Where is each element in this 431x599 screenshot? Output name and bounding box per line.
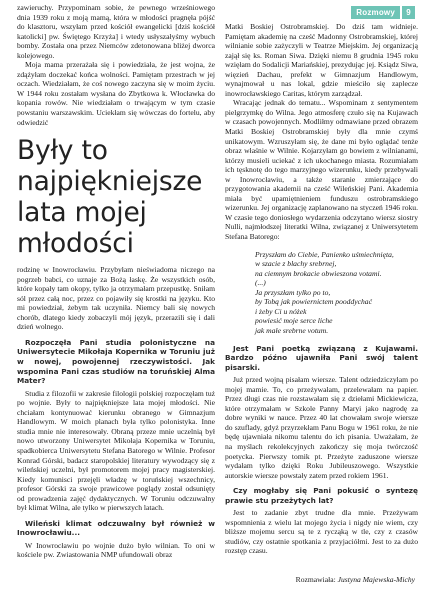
article-paragraph: Moja mama przerażała się i powiedziała, że jest wojna, że zdążyłam doczekać końca wolności. Pamiętam przestrach w jej oczach. Wiedziałam, że coś nowego zaczyna się w moim życiu. W 1944 roku zostałam wysłana do Zbytkowa k. Włocławka do kopania rowów. Nie wiedziałam o trwającym w tym czasie powstaniu warszawskim. Uciekłam się wówczas do fortelu, aby odwiedzić [17,60,215,127]
article-paragraph: rodzinę w Inowrocławiu. Przybyłam nieświadoma niczego na pogrzeb babci, co uznaje za Bożą łaskę. Że wszystkich osób, które kopały tam okopy, tylko ja otrzymałam przepustkę. Sniłam sól przez całą noc, przez co pojawiły się krostki na języku. Kto mi powiedział, żebym tak uczyniła. Niemcy bali się nowych chorób, dlatego kiedy zobaczyli mój język, przerazili się i dali dzień wolnego. [17,265,215,332]
poem-line: Przyszłam do Ciebie, Panienko uśmiechnięta, [255,249,394,259]
left-column [17,3,215,560]
page-header [351,6,415,19]
interview-question [17,519,215,538]
question-text: Czy mogłaby się Pani pokusić o syntezę prawie stu przeżytych lat? [225,486,418,505]
byline [296,575,415,584]
poem-quote [225,250,418,336]
poem-line: by Tobą jak powiernictem pooddychać [255,297,372,307]
byline-label: Rozmawiała: [295,575,336,584]
question-text: Wileński klimat odczuwalny był również w Inowrocławiu... [17,518,215,538]
article-paragraph: zawieruchy. Przypominam sobie, że pewnego wrześniowego dnia 1939 roku z moją mamą, która w młodości pragnęła pójść do klasztoru, wszyłam przed kościół ewangelicki [dziś kościół katolicki] pw. Świętego Krzyża] i wtedy usłyszałyśmy wybuch bomby. Została ona przez Niemców zdetonowana bliżej dworca kolejowego. [17,3,215,60]
poem-line: i żeby Ci u nóżek [255,306,307,316]
interview-question [225,344,418,373]
page-number: 9 [402,6,415,19]
section-tag: Rozmowy [351,6,400,19]
poem-line: powiesić moje serce liche [255,316,333,326]
article-paragraph: W Inowrocławiu po wojnie dużo było wilnian. To oni w kościele pw. Zwiastowania NMP ufundowali obraz [17,540,215,560]
right-column [225,22,418,556]
poem-line: (...) [255,278,266,288]
poem-line: jak małe srebrne votum. [255,325,329,335]
poem-line: Ja przyszłam tylko po to, [255,287,331,297]
article-headline: Były to najpiękniejsze lata mojej młodości [17,135,203,260]
article-paragraph: Studia z filozofii w zakresie filologii polskiej rozpoczęłam tuż po wojnie. Były to najpiękniejsze lata mojej młodości. Nie chciałam kontynuować kierunku obranego w Gimnazjum Handlowym. W moich planach była tylko polonistyka. Inne studia mnie nie interesowały. Obraną przeze mnie uczelnią był nowo utworzony Uniwersytet Mikołaja Kopernika w Toruniu, spadkobierca Uniwersytetu Stefana Batorego w Wilnie. Profesor Konrad Górski, badacz staropolskiej literatury wywodzący się z wileńskiej uczelni, był promotorem mojej pracy magisterskiej. Kiedy komunisci przejęli władzę w toruńskiej wszechnicy, profesor Górski za swoje prawicowe poglądy został odsunięty od prowadzenia zajęć dydaktycznych. W Toruniu odczuwalny był klimat Wilna, ale tylko w pierwszych latach. [17,388,215,513]
question-text: Rozpoczęła Pani studia polonistyczne na Uniwersytecie Mikołaja Kopernika w Toruniu już w nowej, powojennej rzeczywistości. Jak wspomina Pani czas studiów na toruńskiej Alma Mater? [17,337,215,386]
interview-question [225,486,418,505]
article-paragraph: Jest to zadanie zbyt trudne dla mnie. Przeżywam wspomnienia z wielu lat mojego życia i nigdy nie wiem, czy bliższe mojemu sercu są te z rycząką w tle, czy z czasów studiów, czy ostatnie spotkania z przyjaciółmi. Jest to za dużo rozstęp czasu. [225,508,418,556]
interview-question [17,338,215,386]
article-paragraph: Wracając jednak do tematu... Wspominam z sentymentem pielgrzymkę do Wilna. Jego atmosferę czuło się na Kujawach w czasach powojennych. Modliłmy odmawiane przed obrazem Matki Boskiej Ostrobramskiej były dla mnie czymś unikatowym. Wzruszyłam się, że dane mi było oglądać tenże obraz właśnie w Wilnie. Kojarzyłam go bowiem z wilnianami, którzy musieli uciekać z ich ukochanego miasta. Rozumiałam ich tęsknotę do tego marzyjnego wizerunku, kiedy przebywali w Inowrocławiu, a także staranie zmierzające do przygotowania akademii na cześć Wileńskiej Pani. Akademia miała być upamiętnieniem funduszu ostrobramskiego wizerunku. Jej organizację zaplanowano na styczeń 1946 roku. W czasie tego doniosłego wydarzenia odczytano wiersz siostry Nulli, najmłodszej literatki Wilna, związanej z Uniwersytetem Stefana Batorego: [225,98,418,242]
byline-name: Justyna Majewska-Michy [337,575,415,584]
poem-line: w szacie z blachy srebrnej, [255,259,337,269]
question-text: Jest Pani poetką związaną z Kujawami. Bardzo późno ujawniła Pani swój talent pisarski. [225,343,418,372]
poem-line: na ciemnym brokacie obwieszona votami. [255,268,382,278]
article-paragraph: Już przed wojną pisałam wiersze. Talent odziedziczyłam po mojej mamie. To, co przeżywałam, przelewałam na papier. Przez długi czas nie rozstawałam się z dziełami Mickiewicza, które otrzymałam w Szkole Panny Maryi jako nagrodę za dobre wyniki w nauce. Przez 40 lat chowałam swoje wiersze do szuflady, gdyż przyrzekłam Panu Bogu w 1961 roku, że nie będę ujawniała nikomu talentu do ich pisania. Uważałam, że na myślach rekolekcyjnych zakończy się moja twórczość poetycka. Pierwszy tomik pt. Przeżyte zaduszone wiersze wydałam tylko dzięki Roku Jubileuszowego. Wszystkie autorskie wiersze powstały zatem przed rokiem 1961. [225,375,418,480]
article-paragraph: Matki Boskiej Ostrobramskiej. Do dziś tam widnieje. Pamiętam akademię na cześć Madonny Ostrobramskiej, której wilnianie sobie zażyczyli w Teatrze Miejskim. Jej organizacją zajął się ks. Roman Siwa. Dzięki niemu 8 grudnia 1945 roku wzięłam do Sodalicji Mariańskiej, prezydując jej. Ksiądz Siwa, więzień Dachau, prefekt w Gimnazjum Handlowym, wynajmował u nas lokal, gdzie mieściło się zaplecze inowrocławskiego Caritas, którym zarządzał. [225,22,418,98]
